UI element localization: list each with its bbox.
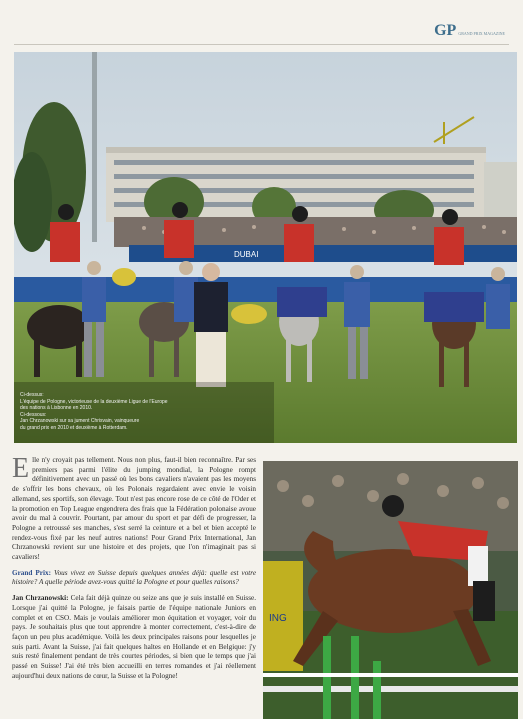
drop-cap: E	[12, 453, 30, 484]
answer-text: Cela fait déjà quinze ou seize ans que je suis installé en Suisse. Lorsque j'ai quitté la Pologne, je faisais partie de l'équipe nationale Juniors en complet et en CSO. Mais je voulais améliorer mon équitation et voyager, voir du pays. Je souhaitais plus que tout apprendre à monter correctement, c'est-à-dire de façon un peu plus académique. Voilà les deux principales raisons pour lesquelles je suis parti. Avant la Suisse, j'ai fait quelques haltes en Hollande et en Belgique: j'y suis resté finalement pendant de très courtes périodes, si bien que le temps que j'ai passé en Suisse! J'ai été très bien accueilli en terres romandes et j'ai réellement aujourd'hui deux nations de cœur, la Suisse et la Pologne!	[12, 594, 256, 680]
team-photo-illustration	[14, 52, 517, 443]
question-paragraph	[12, 569, 256, 588]
intro-text: lle n'y croyait pas tellement. Nous non plus, faut-il bien reconnaître. Par ses premiers pas parmi l'élite du jumping mondial, la Pologne rompt définitivement avec un passé où les bons cavaliers n'avaient pas les moyens de s'offrir les bons chevaux, où les Polonais regardaient avec envie le voisin allemand, ses sportifs, son élevage. Tout n'est pas encore rose de ce côté de l'Oder et la promotion en Top League engendrera des frais que la Fédération polonaise avoue avoir du mal à couvrir. Pourtant, par amour du sport et par défi de progresser, la Pologne a retroussé ses manches, s'est serré la ceinture et a bel et bien accepté le rendez-vous fixé par les neuf autres nations! Pour Grand Prix International, Jan Chrzanowski revient sur une histoire et des projets, que l'on n'imaginait pas si cavaliers!	[12, 456, 256, 562]
magazine-logo	[434, 22, 505, 40]
question-text: Vous vivez en Suisse depuis quelques années déjà: quelle est votre histoire? A quelle période avez-vous quitté la Pologne et pour quelles raisons?	[12, 568, 257, 587]
side-board-text: ING	[269, 613, 287, 624]
caption-line: du grand prix en 2010 et deuxième à Rotterdam.	[20, 424, 128, 431]
question-label: Grand Prix:	[12, 568, 51, 577]
answer-label: Jan Chrzanowski:	[12, 594, 69, 603]
logo-text: GP	[434, 22, 457, 39]
caption-line: des nations à Lisbonne en 2010.	[20, 405, 93, 411]
caption-line: Ci-dessus:	[20, 392, 44, 398]
jumping-photo	[263, 461, 518, 719]
intro-paragraph	[12, 453, 256, 563]
logo-subtitle: GRAND PRIX MAGAZINE	[458, 31, 505, 36]
article-body	[12, 453, 257, 687]
header-rule	[14, 44, 509, 45]
caption-line: Jan Chrzanowski sur sa jument Chrisvain, vainqueure	[20, 418, 140, 424]
board-dubai-left: DUBAI	[234, 250, 259, 259]
photo-caption	[20, 392, 240, 431]
team-photo	[14, 52, 517, 443]
caption-line: Ci-dessous:	[20, 411, 47, 418]
jumping-photo-illustration	[263, 461, 518, 719]
answer-paragraph	[12, 594, 256, 681]
caption-line: L'équipe de Pologne, victorieuse de la deuxième Ligue de l'Europe	[20, 398, 168, 405]
